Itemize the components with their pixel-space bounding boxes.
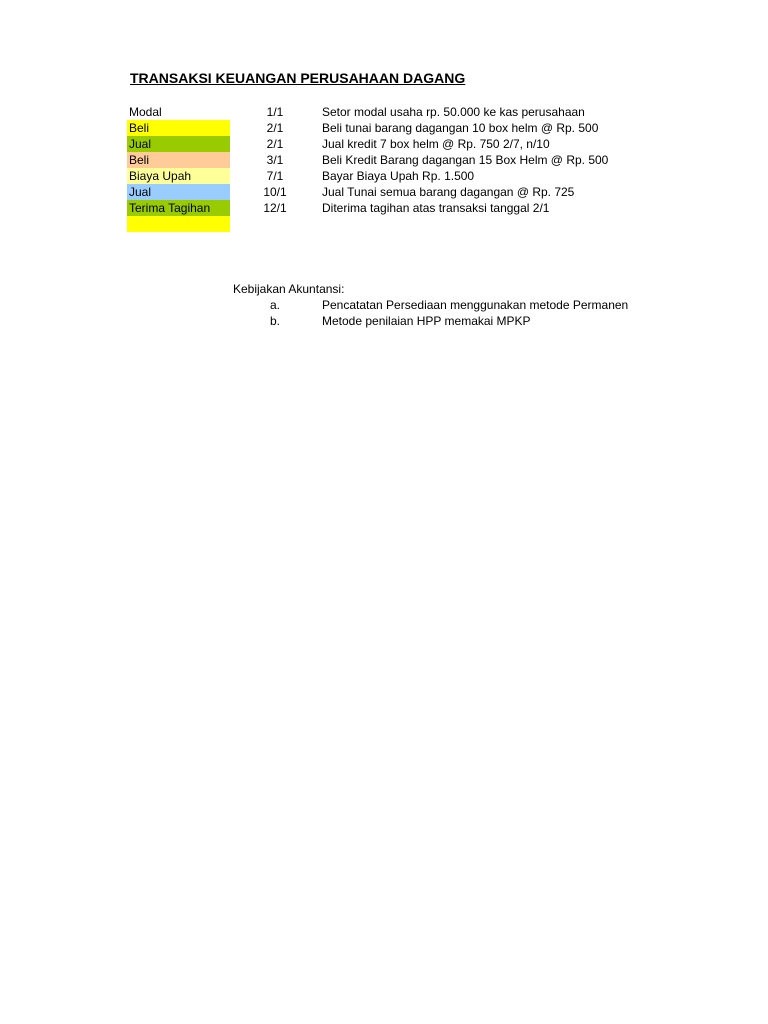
- date-cell: 7/1: [266, 169, 284, 183]
- category-cell: Beli: [127, 152, 230, 168]
- description-cell: Diterima tagihan atas transaksi tanggal 2/1: [322, 201, 550, 215]
- category-cell: Terima Tagihan: [127, 200, 230, 216]
- list-item-text: Metode penilaian HPP memakai MPKP: [322, 314, 531, 328]
- list-item-text: Pencatatan Persediaan menggunakan metode Permanen: [322, 298, 629, 312]
- document-title: TRANSAKSI KEUANGAN PERUSAHAAN DAGANG: [130, 70, 466, 86]
- category-cell: Jual: [127, 184, 230, 200]
- date-cell: 10/1: [263, 185, 287, 199]
- description-cell: Beli Kredit Barang dagangan 15 Box Helm @ Rp. 500: [322, 153, 609, 167]
- accounting-policy: [233, 281, 629, 329]
- category-cell-empty: [127, 216, 230, 232]
- description-cell: Bayar Biaya Upah Rp. 1.500: [322, 169, 475, 183]
- date-cell: 2/1: [266, 121, 284, 135]
- date-cell: 2/1: [266, 137, 284, 151]
- list-marker: b.: [269, 314, 280, 328]
- list-item: [233, 313, 531, 329]
- category-cell: Beli: [127, 120, 230, 136]
- date-cell: 3/1: [266, 153, 284, 167]
- description-cell: Setor modal usaha rp. 50.000 ke kas perusahaan: [322, 105, 585, 119]
- policy-heading: Kebijakan Akuntansi:: [233, 282, 345, 296]
- list-item: [233, 297, 629, 313]
- description-cell: Jual kredit 7 box helm @ Rp. 750 2/7, n/10: [322, 137, 550, 151]
- category-cell: Jual: [127, 136, 230, 152]
- category-cell: Biaya Upah: [127, 168, 230, 184]
- list-marker: a.: [269, 298, 280, 312]
- date-cell: 1/1: [266, 105, 284, 119]
- description-cell: Jual Tunai semua barang dagangan @ Rp. 725: [322, 185, 575, 199]
- description-cell: Beli tunai barang dagangan 10 box helm @ Rp. 500: [322, 121, 599, 135]
- date-cell: 12/1: [263, 201, 287, 215]
- category-cell: Modal: [129, 105, 162, 119]
